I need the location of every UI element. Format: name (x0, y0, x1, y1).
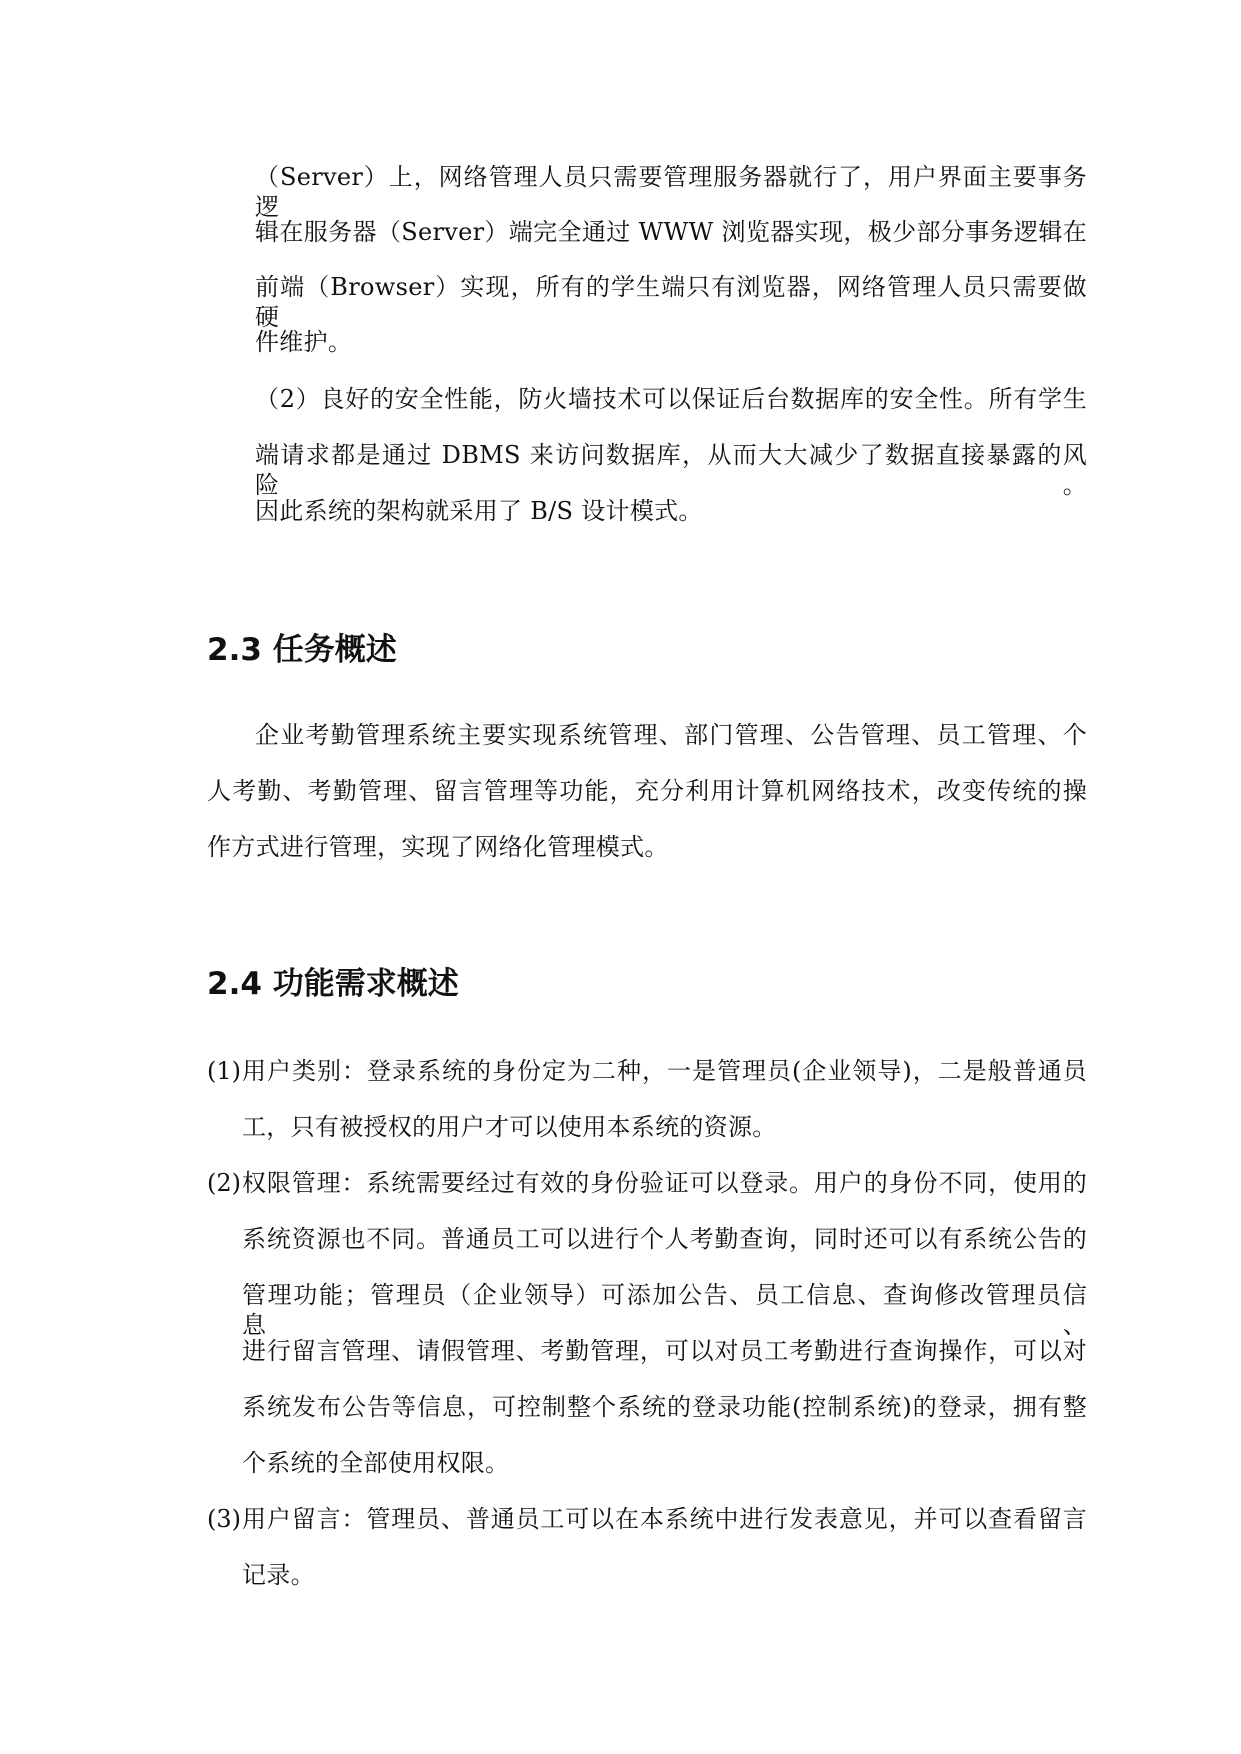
list-item-number: (2) (207, 1169, 241, 1197)
intro-line: 端请求都是通过 DBMS 来访问数据库，从而大大减少了数据直接暴露的风险。 (255, 441, 1087, 499)
list-item-line: 权限管理：系统需要经过有效的身份验证可以登录。用户的身份不同，使用的 (242, 1169, 1087, 1197)
list-item-line: 用户留言：管理员、普通员工可以在本系统中进行发表意见，并可以查看留言 (242, 1505, 1087, 1533)
intro-line: 件维护。 (255, 328, 353, 356)
list-item-line: 个系统的全部使用权限。 (242, 1449, 510, 1477)
list-item-line: 记录。 (242, 1561, 315, 1589)
list-item-line: 系统资源也不同。普通员工可以进行个人考勤查询，同时还可以有系统公告的 (242, 1225, 1087, 1253)
list-item-line: 管理功能；管理员（企业领导）可添加公告、员工信息、查询修改管理员信息、 (242, 1281, 1087, 1339)
intro-line: 因此系统的架构就采用了 B/S 设计模式。 (255, 497, 703, 525)
section-heading-2-3: 2.3 任务概述 (207, 632, 397, 668)
section-heading-2-4: 2.4 功能需求概述 (207, 966, 459, 1002)
paragraph-line: 人考勤、考勤管理、留言管理等功能，充分利用计算机网络技术，改变传统的操 (207, 777, 1087, 805)
intro-line: （2）良好的安全性能，防火墙技术可以保证后台数据库的安全性。所有学生 (255, 385, 1087, 413)
list-item-line: 用户类别：登录系统的身份定为二种，一是管理员(企业领导)，二是般普通员 (242, 1057, 1087, 1085)
list-item-line: 工，只有被授权的用户才可以使用本系统的资源。 (242, 1113, 777, 1141)
intro-line: （Server）上，网络管理人员只需要管理服务器就行了，用户界面主要事务逻 (255, 163, 1087, 221)
list-item-line: 进行留言管理、请假管理、考勤管理，可以对员工考勤进行查询操作，可以对 (242, 1337, 1087, 1365)
list-item-line: 系统发布公告等信息，可控制整个系统的登录功能(控制系统)的登录，拥有整 (242, 1393, 1087, 1421)
list-item-number: (1) (207, 1057, 241, 1085)
paragraph-line: 作方式进行管理，实现了网络化管理模式。 (207, 833, 669, 861)
intro-line: 前端（Browser）实现，所有的学生端只有浏览器，网络管理人员只需要做硬 (255, 273, 1087, 331)
list-item-number: (3) (207, 1505, 241, 1533)
paragraph-line: 企业考勤管理系统主要实现系统管理、部门管理、公告管理、员工管理、个 (255, 721, 1087, 749)
intro-line: 辑在服务器（Server）端完全通过 WWW 浏览器实现，极少部分事务逻辑在 (255, 218, 1087, 246)
